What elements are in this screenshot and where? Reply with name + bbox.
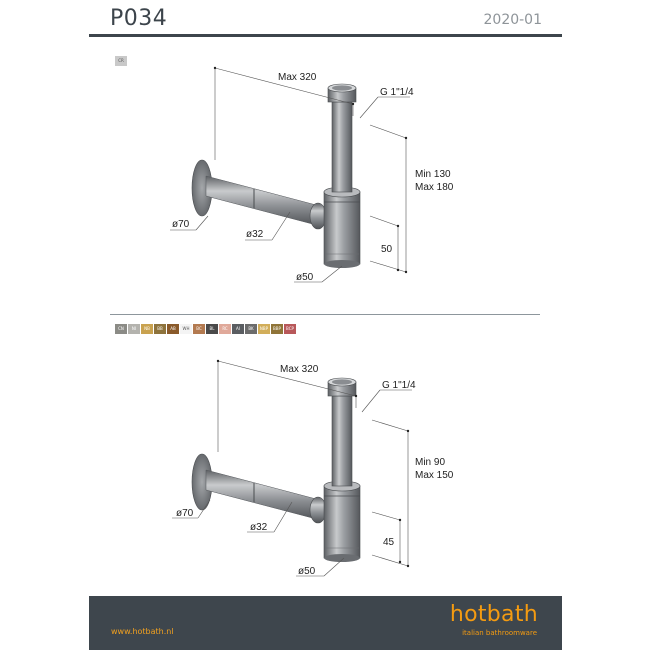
finish-swatch: AI bbox=[232, 324, 244, 334]
top-drawing bbox=[170, 67, 454, 283]
brand-logo: hotbath bbox=[449, 602, 538, 627]
trap-diameter-label: ø50 bbox=[296, 272, 314, 283]
brand-tagline: italian bathroomware bbox=[462, 629, 537, 637]
trap-height-label: 45 bbox=[383, 537, 395, 548]
height-max-label: Max 150 bbox=[415, 470, 454, 481]
finish-swatch: BCP bbox=[284, 324, 296, 334]
finish-swatch-row bbox=[115, 324, 296, 334]
finish-swatch: BBP bbox=[271, 324, 283, 334]
finish-swatch: NB bbox=[141, 324, 153, 334]
section-divider bbox=[110, 314, 540, 315]
height-max-label: Max 180 bbox=[415, 182, 454, 193]
pipe-diameter-label: ø32 bbox=[246, 229, 264, 240]
finish-swatch: BL bbox=[206, 324, 218, 334]
length-label: Max 320 bbox=[278, 72, 317, 83]
length-label: Max 320 bbox=[280, 364, 319, 375]
height-min-label: Min 130 bbox=[415, 169, 451, 180]
finish-swatch: NI bbox=[128, 324, 140, 334]
thread-label: G 1"1/4 bbox=[382, 380, 416, 391]
finish-swatch: AB bbox=[167, 324, 179, 334]
revision-date: 2020-01 bbox=[483, 12, 542, 28]
height-min-label: Min 90 bbox=[415, 457, 446, 468]
trap-height-label: 50 bbox=[381, 244, 393, 255]
finish-swatch: BB bbox=[154, 324, 166, 334]
finish-swatch: RC bbox=[219, 324, 231, 334]
footer-bar bbox=[89, 596, 562, 650]
trap-diameter-label: ø50 bbox=[298, 566, 316, 577]
finish-swatch: BK bbox=[245, 324, 257, 334]
finish-swatch: NBP bbox=[258, 324, 270, 334]
flange-diameter-label: ø70 bbox=[176, 508, 194, 519]
thread-label: G 1"1/4 bbox=[380, 87, 414, 98]
website-link[interactable]: www.hotbath.nl bbox=[111, 627, 174, 636]
finish-swatch: CN bbox=[115, 324, 127, 334]
pipe-diameter-label: ø32 bbox=[250, 522, 268, 533]
finish-swatch: WH bbox=[180, 324, 192, 334]
flange-diameter-label: ø70 bbox=[172, 219, 190, 230]
swatch-label: CR bbox=[115, 56, 127, 66]
page-title: P034 bbox=[110, 6, 168, 31]
bottom-drawing bbox=[172, 360, 454, 577]
finish-swatch: BC bbox=[193, 324, 205, 334]
